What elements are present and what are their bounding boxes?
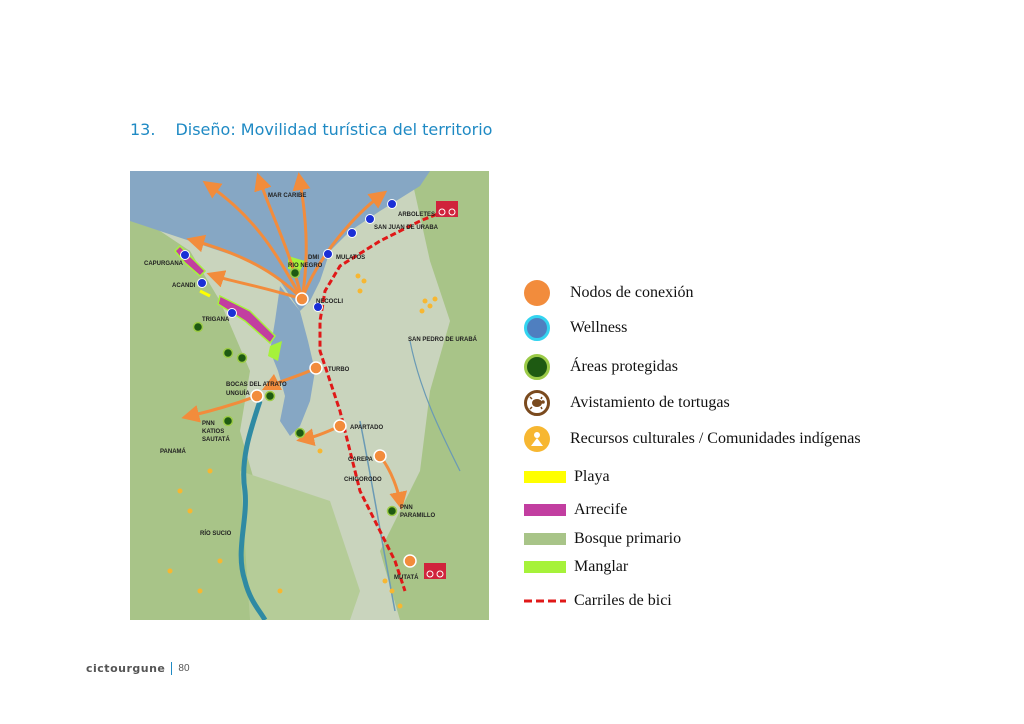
legend-label: Wellness bbox=[570, 319, 628, 336]
section-title: Diseño: Movilidad turística del territorio bbox=[175, 120, 493, 139]
page-number: 80 bbox=[178, 663, 190, 674]
legend-item-wellness bbox=[524, 313, 627, 343]
label-bocas: BOCAS DEL ATRATO bbox=[226, 382, 287, 388]
label-mulatos: MULATOS bbox=[336, 255, 366, 261]
legend-item-bici bbox=[524, 586, 672, 616]
legend-item-bosque bbox=[524, 524, 681, 554]
legend-label: Nodos de conexión bbox=[570, 284, 694, 301]
legend-item-nodos bbox=[524, 278, 694, 308]
label-turbo: TURBO bbox=[328, 367, 350, 373]
page-title bbox=[130, 120, 492, 139]
legend-label: Avistamiento de tortugas bbox=[570, 394, 730, 411]
label-capurgana: CAPURGANA bbox=[144, 261, 183, 267]
bike-icon-mutata bbox=[424, 563, 446, 579]
swatch-manglar bbox=[524, 561, 566, 573]
footer-divider bbox=[171, 662, 172, 675]
legend-label: Bosque primario bbox=[574, 530, 682, 547]
tourism-mobility-map bbox=[130, 171, 489, 620]
legend-item-arrecife bbox=[524, 495, 627, 525]
label-pnn-katios-3: SAUTATÁ bbox=[202, 437, 230, 443]
legend-label: Carriles de bici bbox=[574, 592, 672, 609]
label-acandi: ACANDI bbox=[172, 283, 196, 289]
label-pnn-katios-1: PNN bbox=[202, 421, 215, 427]
bike-icon-arboletes bbox=[436, 201, 458, 217]
legend-item-recursos bbox=[524, 424, 861, 454]
label-pnn-paramillo-2: PARAMILLO bbox=[400, 513, 436, 519]
swatch-arrecife bbox=[524, 504, 566, 516]
label-rio-negro: RIO NEGRO bbox=[288, 263, 323, 269]
blue-circle-icon bbox=[524, 315, 550, 341]
green-circle-icon bbox=[524, 354, 550, 380]
legend-item-playa bbox=[524, 462, 610, 492]
label-apartado: APARTADO bbox=[350, 425, 384, 431]
legend-item-tortugas bbox=[524, 388, 730, 418]
label-pnn-katios-2: KATIOS bbox=[202, 429, 225, 435]
label-carepa: CAREPA bbox=[348, 457, 373, 463]
label-necocli: NECOCLI bbox=[316, 299, 343, 305]
legend-label: Playa bbox=[574, 468, 610, 485]
orange-circle-icon bbox=[524, 280, 550, 306]
label-sea: MAR CARIBE bbox=[268, 193, 307, 199]
swatch-bosque bbox=[524, 533, 566, 545]
legend-item-areas bbox=[524, 352, 678, 382]
legend-label: Manglar bbox=[574, 558, 629, 575]
label-unguia: UNGUÍA bbox=[226, 391, 250, 397]
legend-label: Recursos culturales / Comunidades indígenas bbox=[570, 430, 861, 447]
swatch-bici bbox=[524, 595, 566, 607]
label-chigorodo: CHIGORODO bbox=[344, 477, 382, 483]
label-panama: PANAMÁ bbox=[160, 449, 186, 455]
label-san-juan: SAN JUAN DE URABA bbox=[374, 225, 439, 231]
label-san-pedro: SAN PEDRO DE URABÁ bbox=[408, 337, 478, 343]
turtle-icon bbox=[524, 390, 550, 416]
brand-logo: cictourgune bbox=[86, 662, 166, 675]
label-dmi: DMI bbox=[308, 255, 319, 261]
legend-label: Áreas protegidas bbox=[570, 358, 678, 375]
page-footer bbox=[86, 662, 190, 675]
label-pnn-paramillo-1: PNN bbox=[400, 505, 413, 511]
swatch-playa bbox=[524, 471, 566, 483]
label-rio-sucio: RÍO SUCIO bbox=[200, 531, 232, 537]
legend-item-manglar bbox=[524, 552, 628, 582]
label-mutata: MUTATÁ bbox=[394, 575, 419, 581]
culture-icon bbox=[524, 426, 550, 452]
section-number: 13. bbox=[130, 120, 156, 139]
legend-label: Arrecife bbox=[574, 501, 628, 518]
label-trigana: TRIGANA bbox=[202, 317, 230, 323]
label-arboletes: ARBOLETES bbox=[398, 212, 436, 218]
